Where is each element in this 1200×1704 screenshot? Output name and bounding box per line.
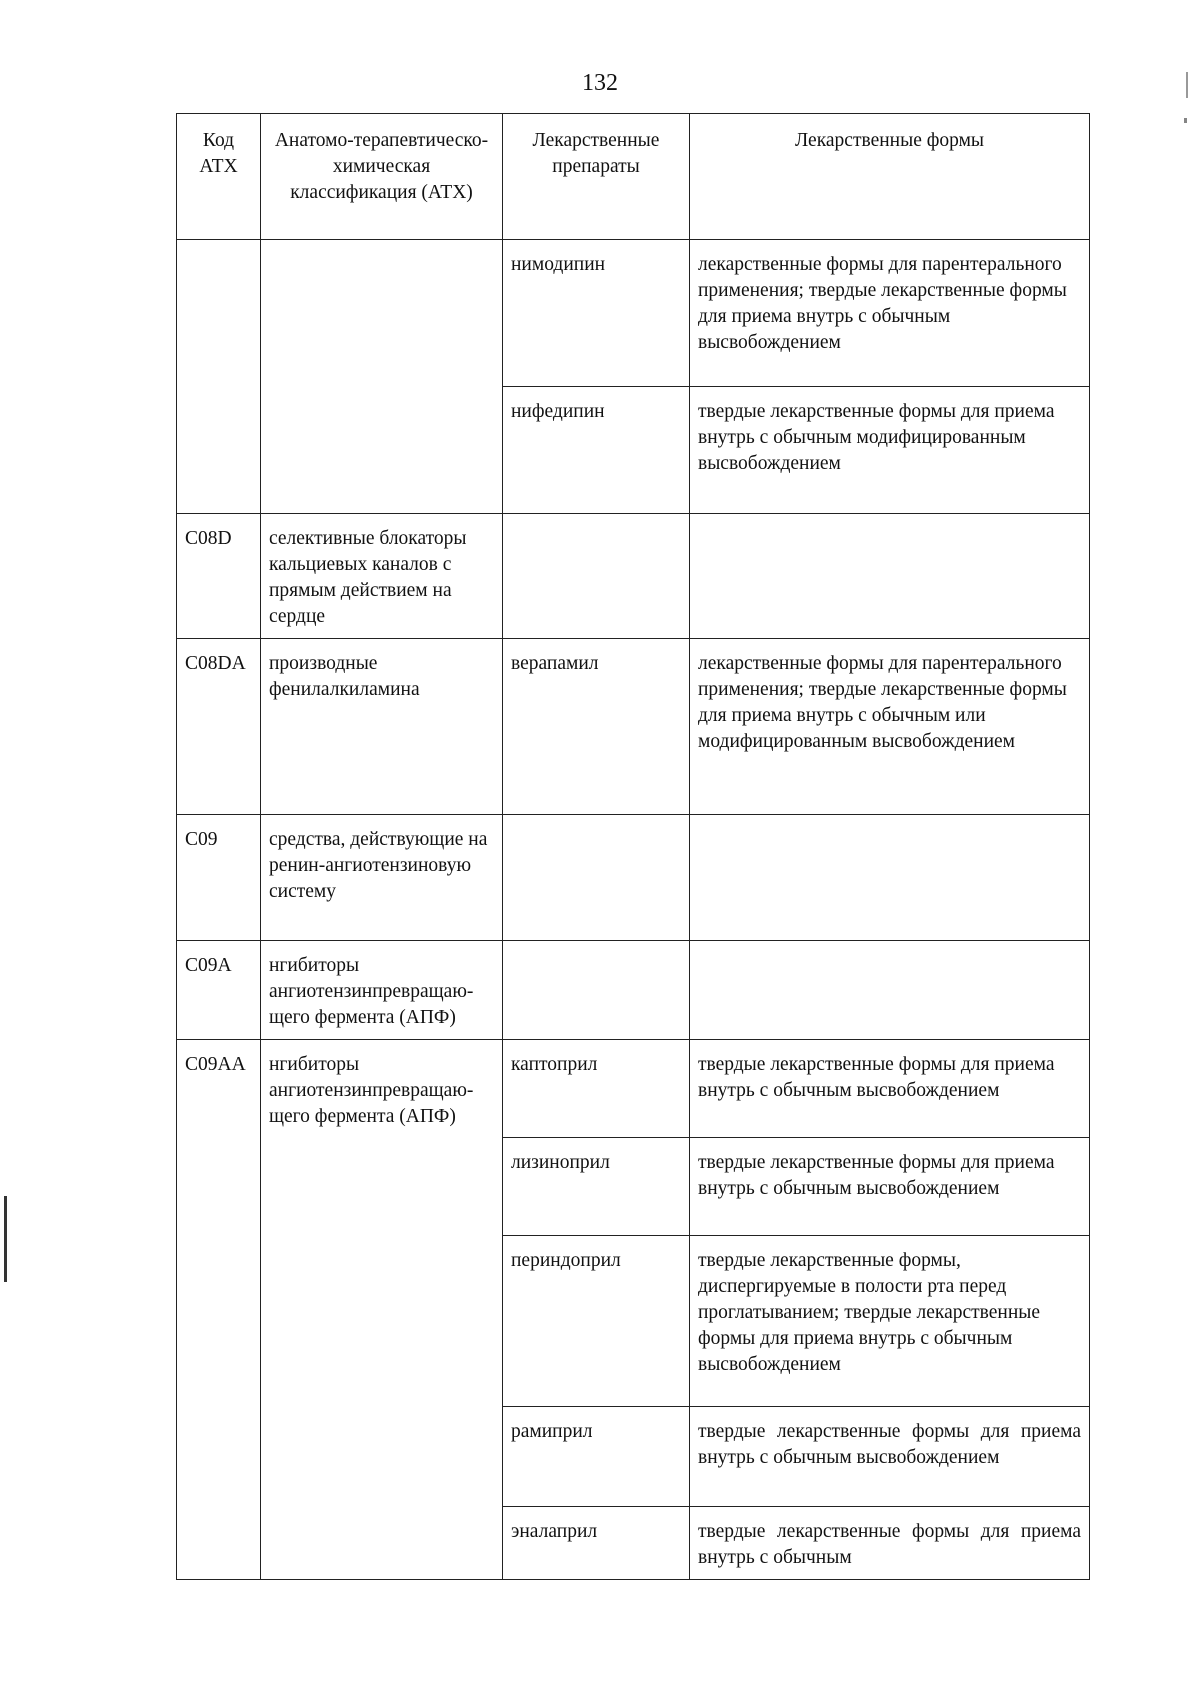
table-row xyxy=(177,639,1090,815)
table-row xyxy=(177,514,1090,639)
forms-cell: твердые лекарственные формы для приема внутрь с обычным xyxy=(690,1507,1090,1580)
drug-cell: лизиноприл xyxy=(503,1138,690,1236)
table-row xyxy=(177,240,1090,387)
forms-cell xyxy=(690,815,1090,941)
table-row xyxy=(177,1040,1090,1138)
drug-cell xyxy=(503,514,690,639)
forms-cell: лекарственные формы для парентерального применения; твердые лекарственные формы для приема внутрь с обычным или модифицированным высвобождением xyxy=(690,639,1090,815)
header-code: Код АТХ xyxy=(177,114,261,240)
forms-cell: твердые лекарственные формы для приема внутрь с обычным высвобождением xyxy=(690,1138,1090,1236)
drug-cell: верапамил xyxy=(503,639,690,815)
header-forms: Лекарственные формы xyxy=(690,114,1090,240)
drug-cell xyxy=(503,815,690,941)
drug-cell: нимодипин xyxy=(503,240,690,387)
drug-cell: каптоприл xyxy=(503,1040,690,1138)
forms-cell: лекарственные формы для парентерального применения; твердые лекарственные формы для приема внутрь с обычным высвобождением xyxy=(690,240,1090,387)
scan-artifact-left-bar xyxy=(4,1196,7,1282)
classification-cell: средства, действующие на ренин-ангиотензиновую систему xyxy=(261,815,503,941)
code-cell: C08D xyxy=(177,514,261,639)
classification-cell: производные фенилалкиламина xyxy=(261,639,503,815)
header-classification: Анатомо-терапевтическо-химическая классификация (АТХ) xyxy=(261,114,503,240)
forms-cell: твердые лекарственные формы, диспергируемые в полости рта перед проглатыванием; твердые лекарственные формы для приема внутрь с обычным высвобождением xyxy=(690,1236,1090,1407)
code-cell xyxy=(177,240,261,514)
classification-cell: селективные блокаторы кальциевых каналов с прямым действием на сердце xyxy=(261,514,503,639)
forms-cell xyxy=(690,941,1090,1040)
drug-cell: эналаприл xyxy=(503,1507,690,1580)
code-cell: C09 xyxy=(177,815,261,941)
classification-cell: нгибиторы ангиотензинпревращаю-щего фермента (АПФ) xyxy=(261,941,503,1040)
forms-cell: твердые лекарственные формы для приема внутрь с обычным высвобождением xyxy=(690,1040,1090,1138)
code-cell: C08DA xyxy=(177,639,261,815)
table-row xyxy=(177,815,1090,941)
code-cell: C09A xyxy=(177,941,261,1040)
scan-artifact-top-right xyxy=(1186,72,1188,98)
code-cell: C09AA xyxy=(177,1040,261,1580)
forms-cell: твердые лекарственные формы для приема внутрь с обычным модифицированным высвобождением xyxy=(690,387,1090,514)
classification-cell xyxy=(261,240,503,514)
classification-cell: нгибиторы ангиотензинпревращаю-щего фермента (АПФ) xyxy=(261,1040,503,1580)
forms-cell: твердые лекарственные формы для приема внутрь с обычным высвобождением xyxy=(690,1407,1090,1507)
atx-table xyxy=(176,113,1090,1580)
scan-artifact-top-right-2 xyxy=(1184,118,1187,123)
header-row xyxy=(177,114,1090,240)
drug-cell xyxy=(503,941,690,1040)
page-number: 132 xyxy=(582,70,618,96)
drug-cell: периндоприл xyxy=(503,1236,690,1407)
drug-cell: нифедипин xyxy=(503,387,690,514)
header-drugs: Лекарственные препараты xyxy=(503,114,690,240)
forms-cell xyxy=(690,514,1090,639)
table-row xyxy=(177,941,1090,1040)
drug-cell: рамиприл xyxy=(503,1407,690,1507)
